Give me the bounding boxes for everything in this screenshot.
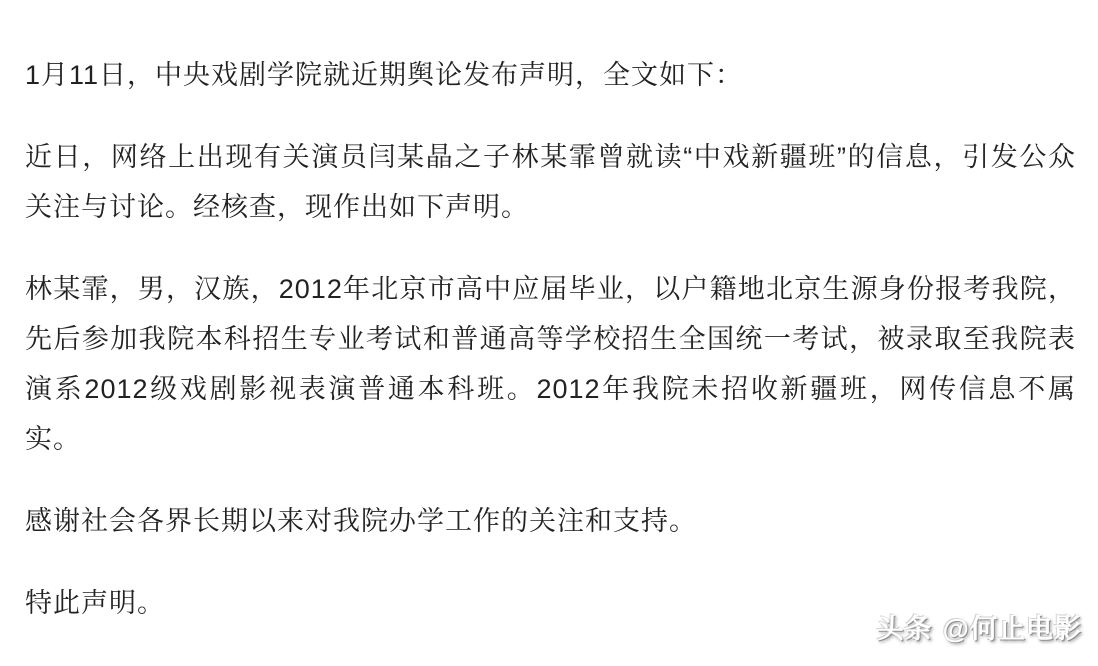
- paragraph-background: 近日，网络上出现有关演员闫某晶之子林某霏曾就读“中戏新疆班”的信息，引发公众关注与讨论。经核查，现作出如下声明。: [25, 142, 1076, 222]
- paragraph-facts: 林某霏，男，汉族，2012年北京市高中应届毕业，以户籍地北京生源身份报考我院，先后参加我院本科招生专业考试和普通高等学校招生全国统一考试，被录取至我院表演系2012级戏剧影视表演普通本科班。2012年我院未招收新疆班，网传信息不属实。: [25, 274, 1076, 454]
- toutiao-watermark: [877, 604, 1082, 654]
- watermark-account-handle: @何止电影: [942, 614, 1082, 644]
- paragraph-intro: 1月11日，中央戏剧学院就近期舆论发布声明，全文如下：: [25, 60, 744, 90]
- paragraph-thanks: 感谢社会各界长期以来对我院办学工作的关注和支持。: [25, 506, 697, 536]
- watermark-platform-label: 头条: [876, 614, 933, 644]
- paragraph-closing: 特此声明。: [25, 588, 165, 618]
